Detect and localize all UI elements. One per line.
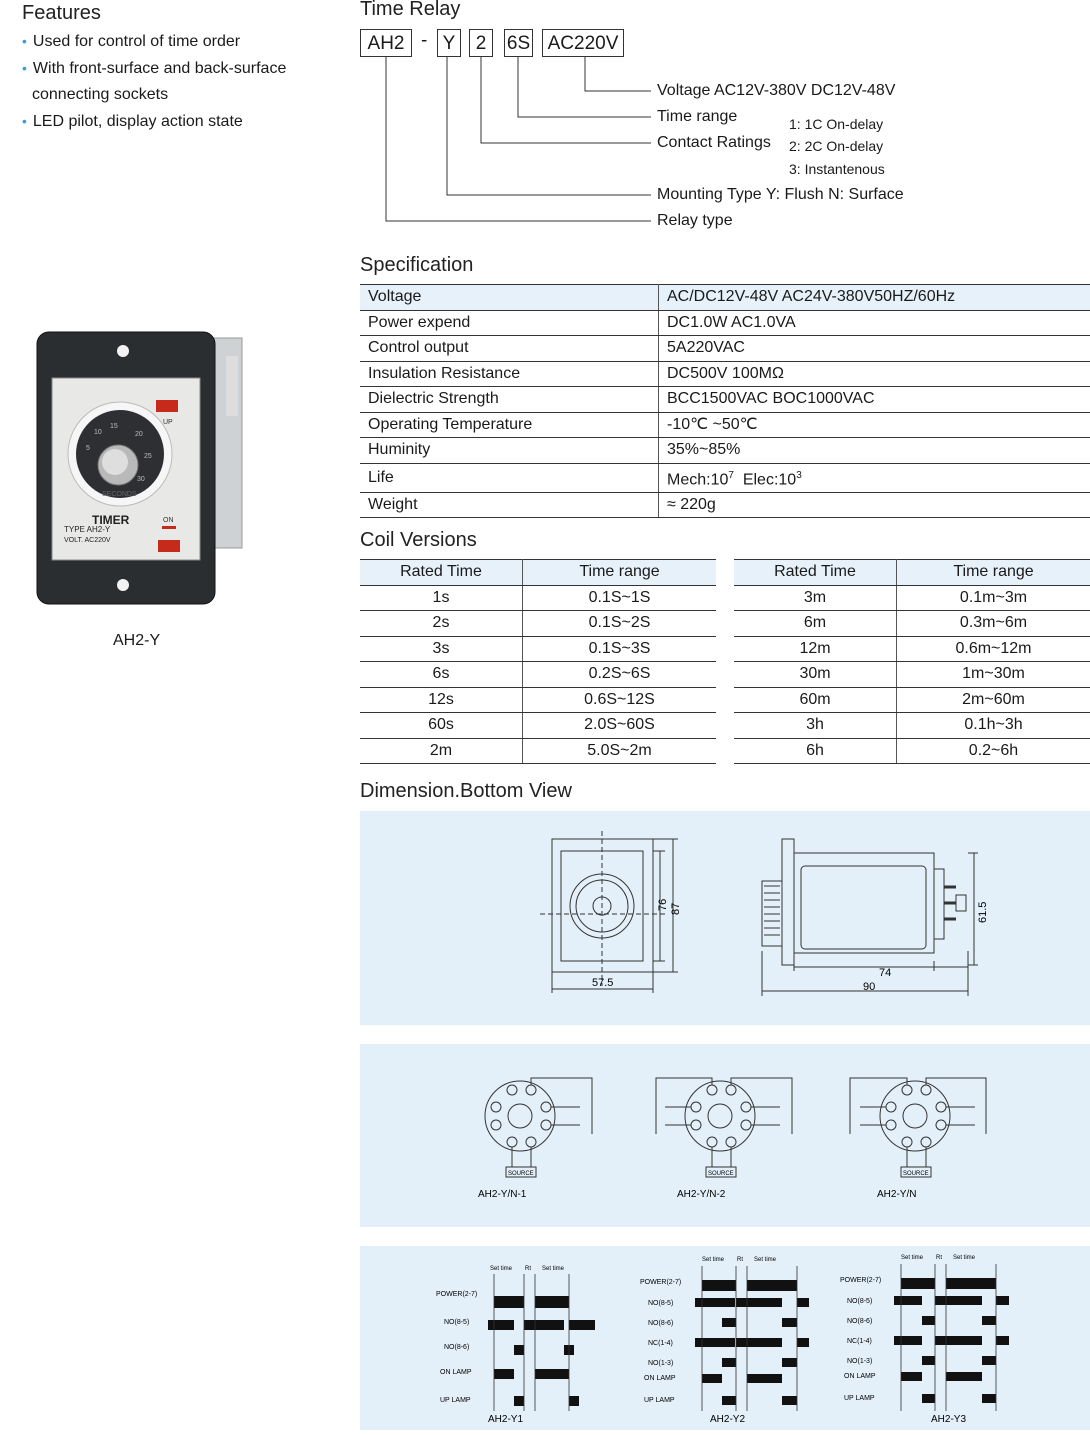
- timing-row-label: NC(1-4): [648, 1340, 673, 1347]
- table-row: 12s 0.6S~12S: [360, 687, 716, 713]
- dim-74: 74: [879, 967, 892, 979]
- timing-row-label: NO(8-5): [444, 1319, 470, 1326]
- specification-table: [360, 284, 1090, 518]
- dial-label: 25: [144, 453, 152, 460]
- dial-label: 20: [135, 431, 143, 438]
- wiring-caption: AH2-Y/N: [877, 1189, 917, 1200]
- table-row: Operating Temperature -10℃ ~50℃: [360, 412, 1090, 438]
- table-row: Life $Mech:10^7$ $Elec:10^3$: [360, 463, 1090, 492]
- timing-row-label: NO(1-3): [847, 1358, 873, 1365]
- code-time-range: 6S: [504, 29, 533, 57]
- label-option-2: 2: 2C On-delay: [789, 138, 884, 154]
- dial-label: 5: [86, 445, 90, 452]
- timing-row-label: ON LAMP: [440, 1369, 472, 1376]
- table-row: 6h 0.2~6h: [734, 738, 1090, 764]
- wiring-caption: AH2-Y/N-1: [478, 1189, 527, 1200]
- feature-item: • With front-surface and back-surface: [22, 60, 287, 77]
- timing-row-label: NO(8-5): [847, 1298, 873, 1305]
- dial-label: 10: [94, 429, 102, 436]
- table-header: Rated Time Time range: [734, 560, 1090, 586]
- timing-row-label: NO(8-6): [847, 1318, 873, 1325]
- dim-61-5: 61.5: [977, 901, 989, 923]
- code-leader-lines: [355, 57, 655, 227]
- table-row: 3s 0.1S~3S: [360, 636, 716, 662]
- table-row: Weight ≈ 220g: [360, 492, 1090, 518]
- features-title: Features: [22, 2, 101, 24]
- timing-head: Rt: [737, 1257, 743, 1263]
- seconds-label: SECONDS: [102, 491, 137, 498]
- timing-caption: AH2-Y2: [710, 1414, 746, 1425]
- dimension-title: Dimension.Bottom View: [360, 780, 572, 802]
- timing-row-label: NO(1-3): [648, 1360, 674, 1367]
- coil-table-left: [360, 559, 716, 764]
- coil-title: Coil Versions: [360, 529, 477, 551]
- table-row: 6s 0.2S~6S: [360, 662, 716, 688]
- timing-head: Set time: [901, 1255, 924, 1261]
- dial-label: 30: [137, 476, 145, 483]
- time-relay-title: Time Relay: [360, 0, 461, 20]
- timing-row-label: NC(1-4): [847, 1338, 872, 1345]
- timing-panel: [360, 1246, 1090, 1430]
- table-row: 3h 0.1h~3h: [734, 713, 1090, 739]
- table-row: 2s 0.1S~2S: [360, 611, 716, 637]
- table-row: 3m 0.1m~3m: [734, 585, 1090, 611]
- dim-87: 87: [670, 902, 682, 915]
- type-label: TYPE AH2-Y: [64, 525, 111, 534]
- timing-row-label: POWER(2-7): [436, 1291, 478, 1298]
- source-label: SOURCE: [708, 1171, 734, 1177]
- table-row: 6m 0.3m~6m: [734, 611, 1090, 637]
- table-row: Power expend DC1.0W AC1.0VA: [360, 310, 1090, 336]
- timing-head: Rt: [525, 1266, 531, 1272]
- dim-76: 76: [657, 898, 669, 911]
- product-caption: AH2-Y: [113, 632, 161, 649]
- timing-row-label: ON LAMP: [644, 1375, 676, 1382]
- label-relay-type: Relay type: [657, 212, 733, 229]
- table-row: 60m 2m~60m: [734, 687, 1090, 713]
- timing-row-label: POWER(2-7): [640, 1279, 682, 1286]
- up-label: UP: [163, 419, 173, 426]
- wiring-caption: AH2-Y/N-2: [677, 1189, 726, 1200]
- feature-item: connecting sockets: [32, 86, 169, 103]
- table-row: Voltage AC/DC12V-48V AC24V-380V50HZ/60Hz: [360, 285, 1090, 311]
- code-voltage: AC220V: [542, 29, 624, 57]
- dim-57-5: 57.5: [592, 977, 614, 989]
- table-row: Huminity 35%~85%: [360, 438, 1090, 464]
- on-label: ON: [163, 517, 174, 524]
- product-photo: [30, 326, 245, 611]
- timing-head: Set time: [702, 1257, 725, 1263]
- timing-row-label: POWER(2-7): [840, 1277, 882, 1284]
- code-mounting: Y: [437, 29, 461, 57]
- timing-head: Set time: [953, 1255, 976, 1261]
- table-row: 12m 0.6m~12m: [734, 636, 1090, 662]
- table-row: 1s 0.1S~1S: [360, 585, 716, 611]
- volt-label: VOLT. AC220V: [64, 537, 111, 544]
- table-row: Insulation Resistance DC500V 100MΩ: [360, 361, 1090, 387]
- timing-caption: AH2-Y3: [931, 1414, 967, 1425]
- timing-row-label: NO(8-5): [648, 1300, 674, 1307]
- timing-head: Rt: [936, 1255, 942, 1261]
- timing-head: Set time: [542, 1266, 565, 1272]
- label-mounting: Mounting Type Y: Flush N: Surface: [657, 186, 904, 203]
- timing-caption: AH2-Y1: [488, 1414, 524, 1425]
- table-header: Rated Time Time range: [360, 560, 716, 586]
- timing-row-label: UP LAMP: [440, 1397, 471, 1404]
- feature-item: • Used for control of time order: [22, 33, 241, 50]
- label-option-1: 1: 1C On-delay: [789, 116, 884, 132]
- table-row: 30m 1m~30m: [734, 662, 1090, 688]
- coil-table-right: [734, 559, 1090, 764]
- table-row: Dielectric Strength BCC1500VAC BOC1000VAC: [360, 387, 1090, 413]
- feature-item: • LED pilot, display action state: [22, 113, 243, 130]
- table-row: 2m 5.0S~2m: [360, 738, 716, 764]
- brand-label: TIMER: [92, 513, 130, 527]
- label-time-range: Time range: [657, 108, 738, 125]
- dimension-drawing: [360, 811, 1090, 1025]
- timing-head: Set time: [490, 1266, 513, 1272]
- table-row: 60s 2.0S~60S: [360, 713, 716, 739]
- code-contact: 2: [469, 29, 493, 57]
- label-contact: Contact Ratings: [657, 134, 771, 151]
- code-dash: -: [421, 30, 428, 51]
- timing-head: Set time: [754, 1257, 777, 1263]
- specification-title: Specification: [360, 254, 474, 276]
- wiring-panel: [360, 1044, 1090, 1227]
- timing-row-label: UP LAMP: [644, 1397, 675, 1404]
- label-voltage: Voltage AC12V-380V DC12V-48V: [657, 82, 896, 99]
- features-list: [22, 28, 286, 135]
- dial-label: 15: [110, 423, 118, 430]
- timing-row-label: UP LAMP: [844, 1395, 875, 1402]
- wiring-diagrams: [360, 1044, 1090, 1227]
- code-relay-type: AH2: [360, 29, 412, 57]
- timing-row-label: ON LAMP: [844, 1373, 876, 1380]
- dim-90: 90: [863, 981, 876, 993]
- source-label: SOURCE: [508, 1171, 534, 1177]
- timing-row-label: NO(8-6): [444, 1344, 470, 1351]
- table-row: Control output 5A220VAC: [360, 336, 1090, 362]
- dimension-panel: [360, 811, 1090, 1025]
- source-label: SOURCE: [903, 1171, 929, 1177]
- timing-row-label: NO(8-6): [648, 1320, 674, 1327]
- timing-diagrams: [360, 1246, 1090, 1430]
- label-option-3: 3: Instantenous: [789, 161, 885, 177]
